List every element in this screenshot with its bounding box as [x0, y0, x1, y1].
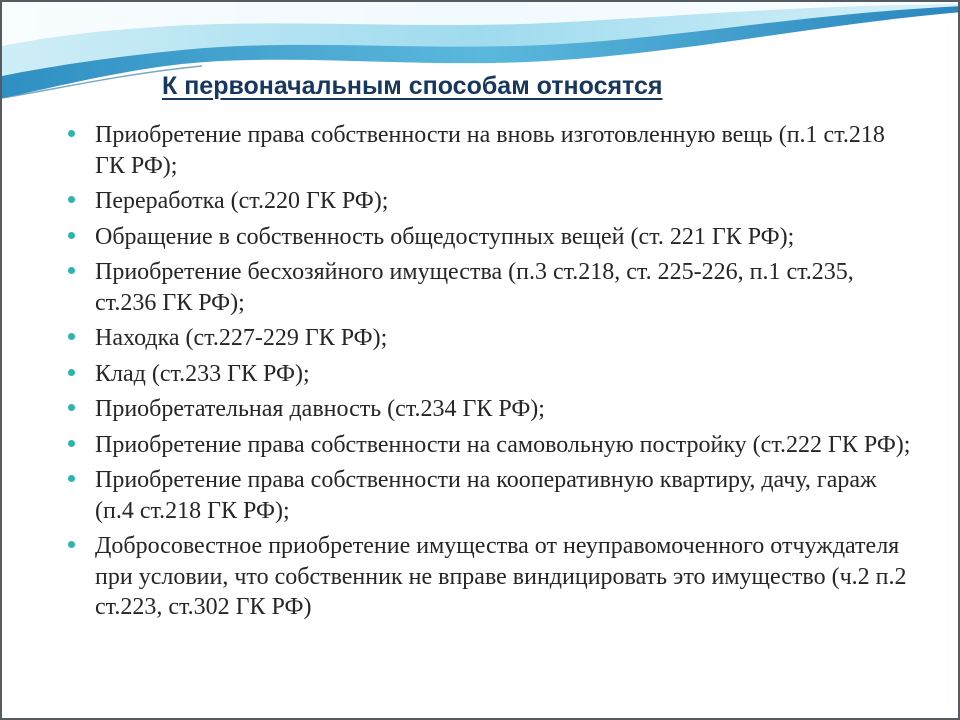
list-item-text: Приобретение бесхозяйного имущества (п.3 ст.218, ст. 225-226, п.1 ст.235, ст.236 ГК РФ); [95, 259, 854, 316]
list-item-text: Приобретение права собственности на кооперативную квартиру, дачу, гараж (п.4 ст.218 ГК РФ); [95, 467, 877, 524]
bullet-dot-icon [68, 267, 75, 274]
list-item-text: Приобретение права собственности на самовольную постройку (ст.222 ГК РФ); [95, 431, 911, 458]
list-item-text: Обращение в собственность общедоступных вещей (ст. 221 ГК РФ); [95, 223, 795, 250]
bullet-dot-icon [68, 232, 75, 239]
list-item-text: Переработка (ст.220 ГК РФ); [95, 188, 389, 214]
list-item-text: Находка (ст.227-229 ГК РФ); [95, 325, 388, 351]
list-item [64, 323, 914, 354]
list-item-text: Клад (ст.233 ГК РФ); [95, 360, 310, 387]
bullet-dot-icon [68, 333, 75, 340]
list-item [64, 120, 914, 181]
bullet-list [64, 120, 914, 628]
bullet-dot-icon [68, 130, 75, 137]
list-item [64, 531, 914, 623]
list-item-text: Приобретательная давность (ст.234 ГК РФ); [95, 396, 545, 422]
list-item [64, 465, 914, 526]
bullet-dot-icon [68, 475, 75, 482]
bullet-dot-icon [68, 196, 75, 203]
slide-title: К первоначальным способам относятся [162, 72, 663, 100]
list-item-text: Добросовестное приобретение имущества от неуправомоченного отчуждателя при условии, что собственник не вправе виндицировать это имущество (ч.2 п.2 ст.223, ст.302 ГК РФ) [95, 533, 907, 620]
list-item [64, 359, 914, 390]
list-item [64, 222, 914, 253]
bullet-dot-icon [68, 440, 75, 447]
bullet-dot-icon [68, 404, 75, 411]
list-item-text: Приобретение права собственности на вновь изготовленную вещь (п.1 ст.218 ГК РФ); [95, 122, 885, 179]
list-item [64, 257, 914, 318]
bullet-dot-icon [68, 541, 75, 548]
header-wave-decoration [2, 2, 960, 122]
list-item [64, 394, 914, 425]
bullet-dot-icon [68, 369, 75, 376]
list-item [64, 186, 914, 217]
list-item [64, 430, 914, 461]
